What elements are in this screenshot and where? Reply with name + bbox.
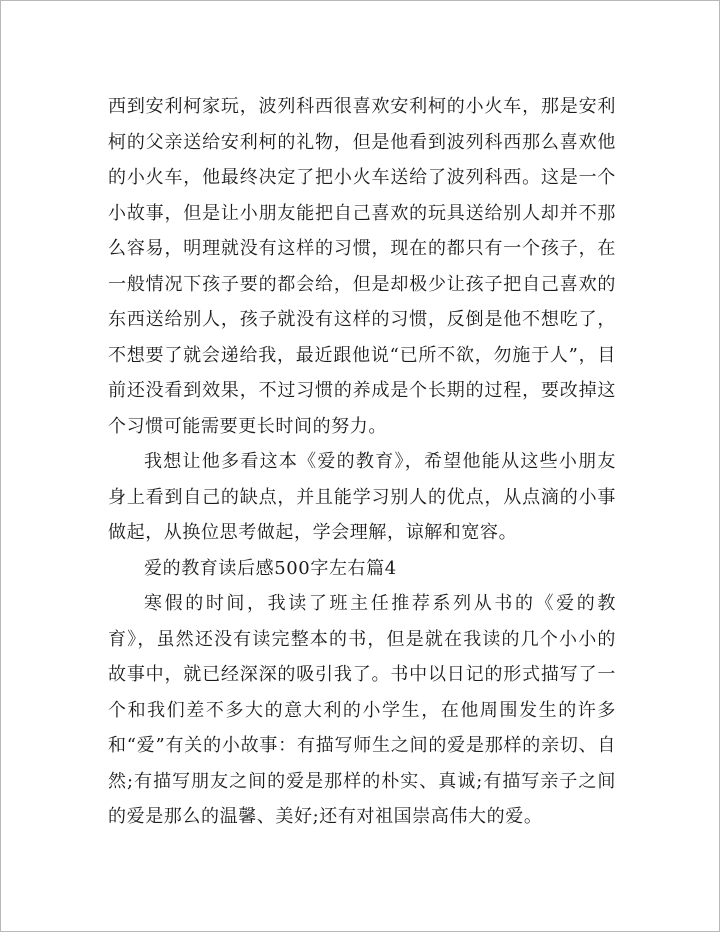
paragraph-continued-story: 西到安利柯家玩，波列科西很喜欢安利柯的小火车，那是安利柯的父亲送给安利柯的礼物，但是他看到波列科西那么喜欢他的小火车，他最终决定了把小火车送给了波列科西。这是一个小故事，但是让小朋友能把自己喜欢的玩具送给别人却并不那么容易，明理就没有这样的习惯，现在的都只有一个孩子，在一般情况下孩子要的都会给，但是却极少让孩子把自己喜欢的东西送给别人，孩子就没有这样的习惯，反倒是他不想吃了，不想要了就会递给我，最近跟他说“已所不欲，勿施于人”，目前还没看到效果，不过习惯的养成是个长期的过程，要改掉这个习惯可能需要更长时间的努力。 (108, 96, 616, 437)
document-body (108, 89, 616, 835)
paragraph-reading-hope: 我想让他多看这本《爱的教育》，希望他能从这些小朋友身上看到自己的缺点，并且能学习别人的优点，从点滴的小事做起，从换位思考做起，学会理解，谅解和宽容。 (108, 451, 616, 543)
section-heading: 爱的教育读后感500字左右篇4 (144, 557, 397, 579)
paragraph-winter-reading: 寒假的时间，我读了班主任推荐系列从书的《爱的教育》，虽然还没有读完整本的书，但是就在我读的几个小小的故事中，就已经深深的吸引我了。书中以日记的形式描写了一个和我们差不多大的意大利的小学生，在他周围发生的许多和“爱”有关的小故事：有描写师生之间的爱是那样的亲切、自然;有描写朋友之间的爱是那样的朴实、真诚;有描写亲子之间的爱是那么的温馨、美好;还有对祖国崇高伟大的爱。 (108, 593, 616, 827)
